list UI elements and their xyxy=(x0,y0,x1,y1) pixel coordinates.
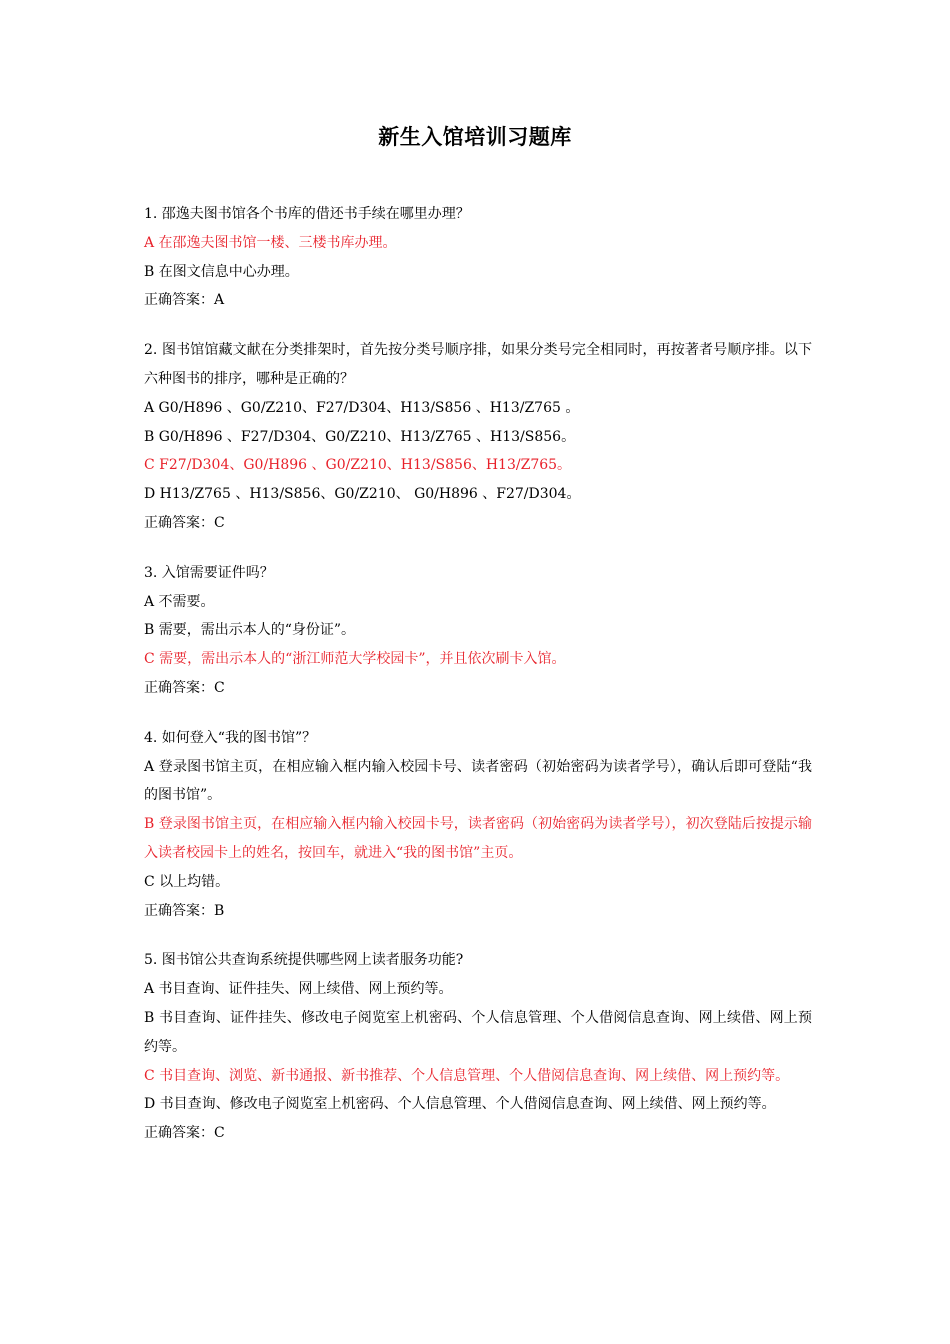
answer-option-c: C 需要，需出示本人的“浙江师范大学校园卡”，并且依次刷卡入馆。 xyxy=(144,651,566,668)
answer-option-b: B 书目查询、证件挂失、修改电子阅览室上机密码、个人信息管理、个人借阅信息查询、网上续借、网上预约等。 xyxy=(144,1009,812,1055)
correct-answer: 正确答案：C xyxy=(144,679,225,696)
correct-answer: 正确答案：B xyxy=(144,902,225,919)
answer-option-a: A 登录图书馆主页，在相应输入框内输入校园卡号、读者密码（初始密码为读者学号），确认后即可登陆“我的图书馆”。 xyxy=(144,758,812,804)
answer-option-c: C 书目查询、浏览、新书通报、新书推荐、个人信息管理、个人借阅信息查询、网上续借、网上预约等。 xyxy=(144,1067,790,1084)
answer-option-c: C F27/D304、G0/H896 、G0/Z210、H13/S856、H13/Z765。 xyxy=(144,457,572,474)
question-item-5 xyxy=(144,946,812,1148)
question-stem: 2. 图书馆馆藏文献在分类排架时，首先按分类号顺序排，如果分类号完全相同时，再按著者号顺序排。以下六种图书的排序，哪种是正确的？ xyxy=(144,342,812,387)
answer-option-a: A 书目查询、证件挂失、网上续借、网上预约等。 xyxy=(144,981,453,998)
question-stem: 3. 入馆需要证件吗？ xyxy=(144,564,274,581)
question-stem: 1. 邵逸夫图书馆各个书库的借还书手续在哪里办理？ xyxy=(144,206,470,222)
question-stem: 5. 图书馆公共查询系统提供哪些网上读者服务功能? xyxy=(144,952,464,969)
question-item-4 xyxy=(144,724,812,926)
answer-option-b: B 在图文信息中心办理。 xyxy=(144,263,299,280)
question-item-1 xyxy=(144,200,812,315)
answer-option-d: D 书目查询、修改电子阅览室上机密码、个人信息管理、个人借阅信息查询、网上续借、网上预约等。 xyxy=(144,1096,776,1113)
answer-option-a: A 不需要。 xyxy=(144,593,215,610)
question-list xyxy=(144,200,812,1169)
correct-answer: 正确答案：A xyxy=(144,292,225,309)
answer-option-c: C 以上均错。 xyxy=(144,873,230,890)
answer-option-b: B 需要，需出示本人的“身份证”。 xyxy=(144,622,356,639)
answer-option-b: B G0/H896 、F27/D304、G0/Z210、H13/Z765 、H13/S856。 xyxy=(144,428,576,445)
correct-answer: 正确答案：C xyxy=(144,514,225,531)
correct-answer: 正确答案：C xyxy=(144,1125,225,1142)
answer-option-b: B 登录图书馆主页，在相应输入框内输入校园卡号，读者密码（初始密码为读者学号），初次登陆后按提示输入读者校园卡上的姓名，按回车，就进入“我的图书馆”主页。 xyxy=(144,816,812,861)
answer-option-a: A 在邵逸夫图书馆一楼、三楼书库办理。 xyxy=(144,234,397,251)
question-stem: 4. 如何登入“我的图书馆”？ xyxy=(144,729,317,746)
question-item-2 xyxy=(144,336,812,538)
document-title: 新生入馆培训习题库 xyxy=(378,125,572,149)
answer-option-d: D H13/Z765 、H13/S856、G0/Z210、 G0/H896 、F27/D304。 xyxy=(144,486,581,503)
answer-option-a: A G0/H896 、G0/Z210、F27/D304、H13/S856 、H13/Z765 。 xyxy=(144,399,580,416)
question-item-3 xyxy=(144,559,812,703)
